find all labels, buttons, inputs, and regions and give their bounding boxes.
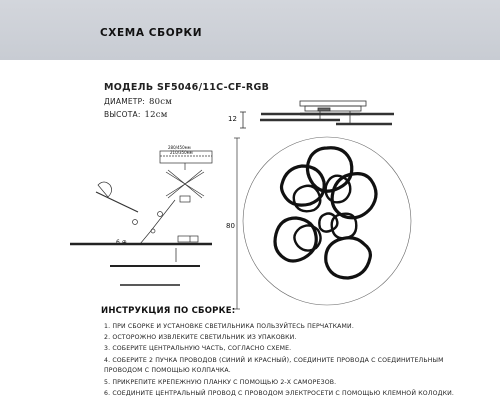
hook-label: 6 ⊕ [116, 239, 127, 246]
ring-arms [70, 244, 212, 285]
diameter-value: 80см [149, 97, 173, 107]
rail-sub-label: 210/350мм [170, 150, 193, 155]
instructions-list [104, 321, 494, 399]
instruction-step-continuation: ПРОВОДОМ С ПОМОЩЬЮ КОЛПАЧКА. [104, 366, 231, 374]
front-view [234, 137, 411, 309]
model-name: МОДЕЛЬ SF5046/11C-CF-RGB [104, 82, 270, 93]
height-label: ВЫСОТА: [104, 110, 141, 119]
instruction-step: 4. СОБЕРИТЕ 2 ПУЧКА ПРОВОДОВ (СИНИЙ И КРАСНЫЙ), СОЕДИНИТЕ ПРОВОДА С СОЕДИНИТЕЛЬНЫМ [104, 356, 444, 364]
page-title: СХЕМА СБОРКИ [100, 27, 203, 39]
side-view [240, 101, 394, 128]
instructions-title: ИНСТРУКЦИЯ ПО СБОРКЕ: [101, 306, 236, 316]
diameter-label: ДИАМЕТР: [104, 97, 146, 106]
instruction-step: 2. ОСТОРОЖНО ИЗВЛЕКИТЕ СВЕТИЛЬНИК ИЗ УПАКОВКИ. [104, 334, 297, 342]
height-value: 12см [144, 110, 168, 120]
rail-top-label: 280/450мм [168, 145, 191, 150]
instruction-step: 5. ПРИКРЕПИТЕ КРЕПЕЖНУЮ ПЛАНКУ С ПОМОЩЬЮ 2-Х САМОРЕЗОВ. [104, 378, 337, 386]
instruction-step: 6. СОЕДИНИТЕ ЦЕНТРАЛЬНЫЙ ПРОВОД С ПРОВОДОМ ЭЛЕКТРОСЕТИ С ПОМОЩЬЮ КЛЕМНОЙ КОЛОДКИ. [104, 390, 455, 398]
instruction-step: 3. СОБЕРИТЕ ЦЕНТРАЛЬНУЮ ЧАСТЬ, СОГЛАСНО СХЕМЕ. [104, 345, 292, 353]
mounting-detail [96, 151, 212, 244]
side-height-label: 12 [228, 115, 237, 123]
instruction-step: 1. ПРИ СБОРКЕ И УСТАНОВКЕ СВЕТИЛЬНИКА ПОЛЬЗУЙТЕСЬ ПЕРЧАТКАМИ. [104, 323, 354, 330]
front-width-label: 80 [226, 222, 235, 230]
